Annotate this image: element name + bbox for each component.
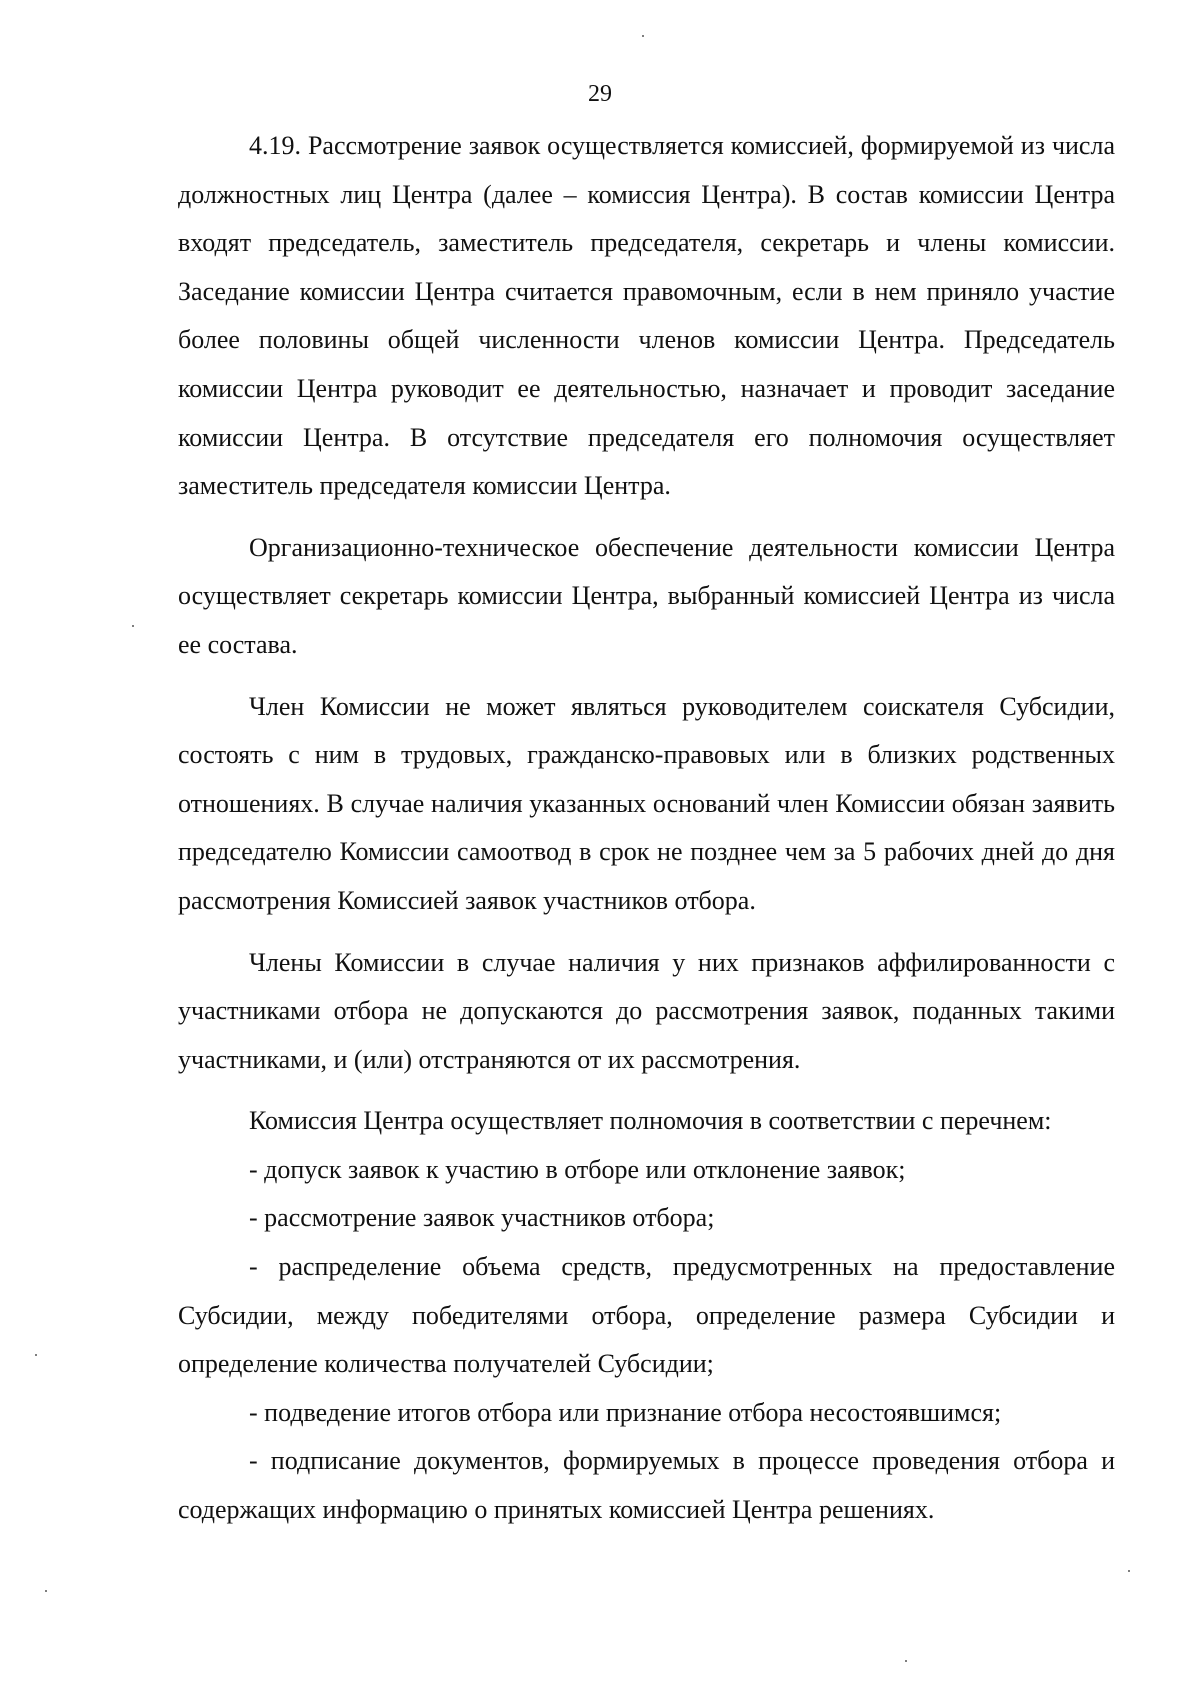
page-number: 29 bbox=[588, 81, 612, 107]
paragraph-affiliation: Члены Комиссии в случае наличия у них признаков аффилированности с участниками отбора не допускаются до рассмотрения заявок, поданных такими участниками, и (или) отстраняются от их рассмотрения. bbox=[178, 947, 1115, 1074]
scan-speck bbox=[132, 625, 134, 627]
scan-speck bbox=[45, 1590, 47, 1592]
scan-speck bbox=[35, 1354, 37, 1356]
list-item-results: - подведение итогов отбора или признание отбора несостоявшимся; bbox=[249, 1397, 1002, 1427]
list-item-review: - рассмотрение заявок участников отбора; bbox=[249, 1203, 715, 1233]
list-item-signing: - подписание документов, формируемых в процессе проведения отбора и содержащих информацию о принятых комиссией Центра решениях. bbox=[178, 1446, 1115, 1525]
paragraph-powers-intro: Комиссия Центра осуществляет полномочия в соответствии с перечнем: bbox=[249, 1106, 1052, 1136]
paragraph-member-restriction: Член Комиссии не может являться руководителем соискателя Субсидии, состоять с ним в трудовых, гражданско-правовых или в близких родственных отношениях. В случае наличия указанных оснований член Комиссии обязан заявить председателю Комиссии самоотвод в срок не позднее чем за 5 рабочих дней до дня рассмотрения Комиссией заявок участников отбора. bbox=[178, 691, 1115, 915]
scan-speck bbox=[642, 35, 644, 37]
paragraph-secretary: Организационно-техническое обеспечение деятельности комиссии Центра осуществляет секретарь комиссии Центра, выбранный комиссией Центра из числа ее состава. bbox=[178, 532, 1115, 659]
scan-speck bbox=[1128, 1570, 1130, 1572]
list-item-admission: - допуск заявок к участию в отборе или отклонение заявок; bbox=[249, 1154, 906, 1184]
paragraph-4-19: 4.19. Рассмотрение заявок осуществляется комиссией, формируемой из числа должностных лиц Центра (далее – комиссия Центра). В состав комиссии Центра входят председатель, заместитель председателя, секретарь и члены комиссии. Заседание комиссии Центра считается правомочным, если в нем приняло участие более половины общей численности членов комиссии Центра. Председатель комиссии Центра руководит ее деятельностью, назначает и проводит заседание комиссии Центра. В отсутствие председателя его полномочия осуществляет заместитель председателя комиссии Центра. bbox=[178, 131, 1115, 501]
document-body bbox=[178, 122, 1115, 1535]
list-item-distribution: - распределение объема средств, предусмотренных на предоставление Субсидии, между победителями отбора, определение размера Субсидии и определение количества получателей Субсидии; bbox=[178, 1252, 1115, 1379]
scan-speck bbox=[905, 1660, 907, 1662]
